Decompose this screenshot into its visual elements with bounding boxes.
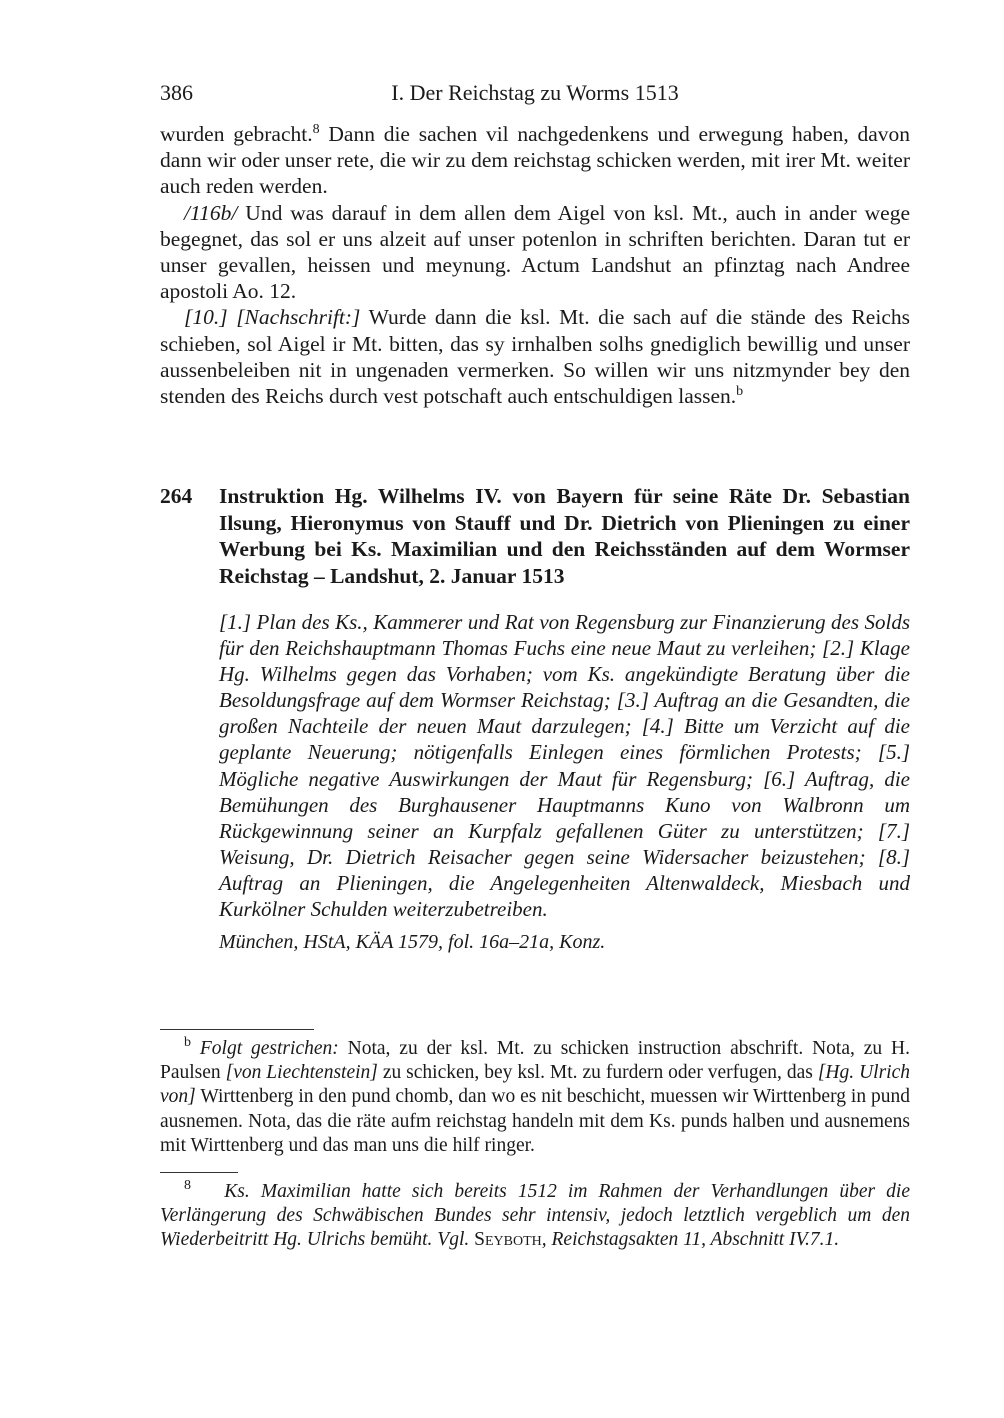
footnote-rule-numbers xyxy=(160,1172,238,1173)
document-regest: [1.] Plan des Ks., Kammerer und Rat von Regensburg zur Finanzierung des Solds für den Reichshauptmann Thomas Fuchs eine neue Maut zu verleihen; [2.] Klage Hg. Wilhelms gegen das Vorhaben; vom Ks. angekündigte Beratung über die Besoldungsfrage auf dem Wormser Reichstag; [3.] Auftrag an die Gesandten, die großen Nachteile der neuen Maut darzulegen; [4.] Bitte um Verzicht auf die geplante Neuerung; nötigenfalls Einlegen eines förmlichen Protests; [5.] Mögliche negative Auswirkungen der Maut für Regensburg; [6.] Auftrag, die Bemühungen des Burghausener Hauptmanns Kuno von Walbronn um Rückgewinnung seiner an Kurpfalz gefallenen Güter zu unterstützen; [7.] Weisung, Dr. Dietrich Reisacher gegen seine Widersacher beizustehen; [8.] Auftrag an Plieningen, die Angelegenheiten Altenwaldeck, Miesbach und Kurkölner Schulden weiterzubetreiben. xyxy=(219,610,910,922)
footnote-b-emendation-2: [Hg. Ulrich von] xyxy=(160,1062,910,1108)
p3-text: Wurde dann die ksl. Mt. die sach auf die stände des Reichs schieben, sol Aigel ir Mt. bitten, das sy irnhalben solhs gnediglich bewillig und unser aussenbeleiben nit in ungenaden vermerken. So willen wir uns nitzmynder bey den stenden des Reichs durch vest potschaft auch entschuldigen lassen. xyxy=(160,305,910,409)
footnote-b xyxy=(160,1037,910,1158)
footnote-rule-letters xyxy=(160,1029,314,1030)
footnote-ref-8[interactable]: 8 xyxy=(312,122,320,137)
document-source: München, HStA, KÄA 1579, fol. 16a–21a, Konz. xyxy=(219,931,606,953)
footnote-8-author: Seyboth xyxy=(474,1229,542,1251)
p1-rest: Dann die sachen vil nachgedenkens und erwegung haben, davon dann wir oder unser rete, die wir zu dem reichstag schicken werden, mit irer Mt. weiter auch reden werden. xyxy=(160,122,910,199)
paragraph-2 xyxy=(160,200,910,305)
folio-marker: /116b/ xyxy=(184,200,238,225)
footnote-8-text-2: , Reichstagsakten 11, Abschnitt IV.7.1. xyxy=(541,1229,840,1251)
footnote-b-lead: Folgt gestrichen: xyxy=(199,1038,339,1059)
running-header xyxy=(160,80,910,110)
section-marker: [10.] [Nachschrift:] xyxy=(184,305,361,330)
footnote-b-emendation-1: [von Liechtenstein] xyxy=(225,1062,378,1084)
footnote-mark-b: b xyxy=(184,1035,191,1050)
footnote-b-text-2: zu schicken, bey ksl. Mt. zu furdern oder verfugen, das xyxy=(377,1062,818,1084)
main-text xyxy=(160,121,910,409)
footnote-b-text-1: Nota, zu der ksl. Mt. zu schicken instruction abschrift. Nota, zu H. Paulsen xyxy=(160,1038,911,1084)
footnote-8-text-1: Ks. Maximilian hatte sich bereits 1512 im Rahmen der Verhandlungen über die Verlängerung des Schwäbischen Bundes sehr intensiv, jedoch letztlich vergeblich um den Wiederbeitritt Hg. Ulrichs bemüht. Vgl. xyxy=(160,1181,911,1251)
page-number: 386 xyxy=(160,80,193,105)
p1-text: wurden gebracht. xyxy=(160,122,313,146)
footnote-mark-8: 8 xyxy=(184,1178,191,1193)
paragraph-1 xyxy=(160,121,910,200)
footnote-b-text-3: Wirttenberg in den pund chomb, dan wo es nit beschicht, muessen wir Wirttenberg in pund ausnemen. Nota, das die räte aufm reichstag handeln mit dem Ks. punds halben und ausnemens mit Wirttenberg und das man uns die hilf ringer. xyxy=(160,1086,910,1156)
running-title: I. Der Reichstag zu Worms 1513 xyxy=(391,80,679,105)
document-title: Instruktion Hg. Wilhelms IV. von Bayern für seine Räte Dr. Sebastian Ilsung, Hieronymus von Stauff und Dr. Dietrich von Plieningen zu einer Werbung bei Ks. Maximilian und den Reichsständen auf dem Wormser Reichstag – Landshut, 2. Januar 1513 xyxy=(219,484,910,588)
footnote-8 xyxy=(160,1180,910,1253)
document-number: 264 xyxy=(160,484,193,508)
paragraph-3 xyxy=(160,304,910,409)
footnote-ref-b[interactable]: b xyxy=(736,384,744,400)
p2-text: Und was darauf in dem allen dem Aigel von ksl. Mt., auch in ander wege begegnet, das sol er uns alzeit auf unser potenlon in schriften berichten. Daran tut er unser gevallen, heissen und meynung. Actum Landshut an pfinztag nach Andree apostoli Ao. 12. xyxy=(160,200,910,304)
